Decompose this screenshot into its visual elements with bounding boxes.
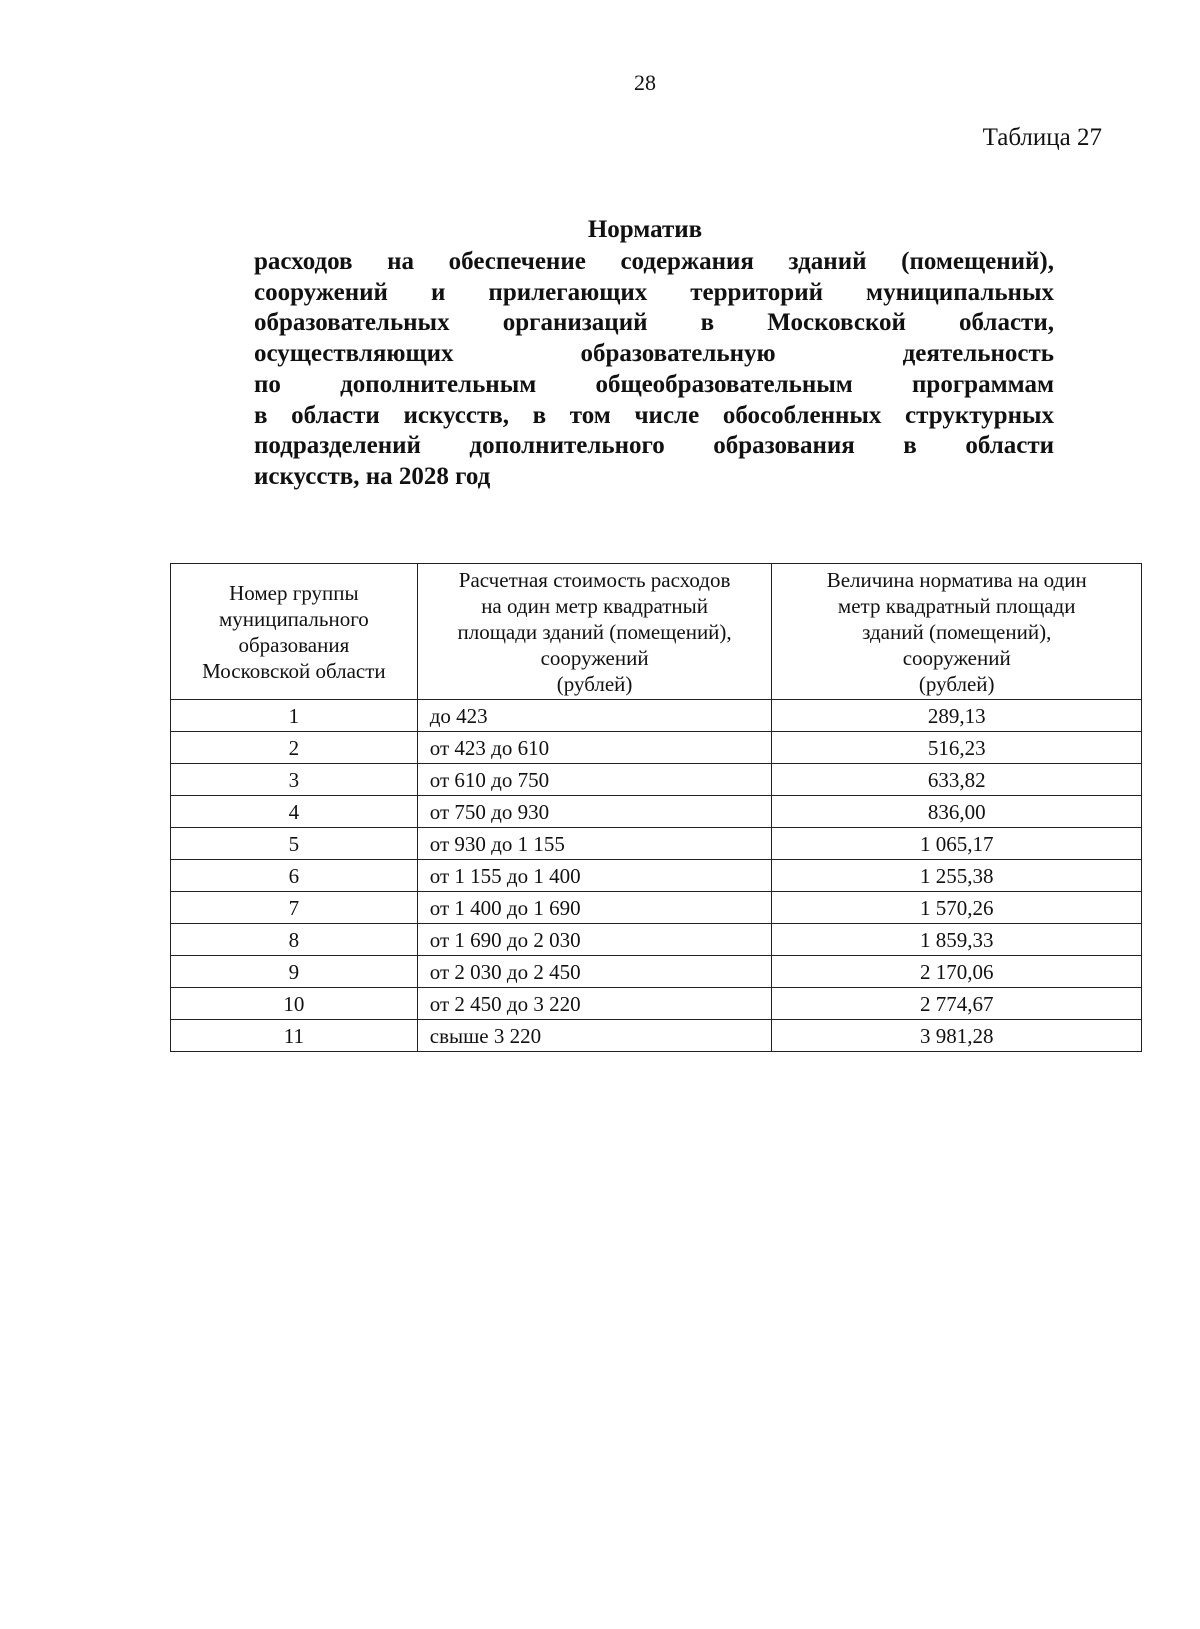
cell-range: от 2 450 до 3 220 xyxy=(417,988,772,1020)
heading-line: образовательных организаций в Московской области, xyxy=(254,309,1054,337)
cell-norm: 2 170,06 xyxy=(772,956,1142,988)
heading-line: в области искусств, в том числе обособленных структурных xyxy=(254,401,1054,429)
cell-norm: 1 859,33 xyxy=(772,924,1142,956)
table-row xyxy=(171,764,1142,796)
cell-group: 5 xyxy=(171,828,418,860)
header-line: (рублей) xyxy=(918,671,995,696)
table-row xyxy=(171,956,1142,988)
header-line: на один метр квадратный xyxy=(481,593,708,618)
header-norm xyxy=(772,564,1142,700)
document-heading-body xyxy=(254,247,1054,493)
heading-line: подразделений дополнительного образования в области xyxy=(254,432,1054,460)
header-line: Расчетная стоимость расходов xyxy=(458,567,731,592)
cell-group: 3 xyxy=(171,764,418,796)
heading-line: искусств, на 2028 год xyxy=(254,462,491,490)
cell-norm: 1 570,26 xyxy=(772,892,1142,924)
table-row xyxy=(171,924,1142,956)
header-line: метр квадратный площади xyxy=(837,593,1076,618)
heading-line: расходов на обеспечение содержания зданий (помещений), xyxy=(254,248,1054,275)
table-row xyxy=(171,988,1142,1020)
cell-group: 11 xyxy=(171,1020,418,1052)
page-number: 28 xyxy=(634,70,656,95)
cell-group: 9 xyxy=(171,956,418,988)
header-cost xyxy=(417,564,772,700)
header-line: площади зданий (помещений), xyxy=(457,619,732,644)
table-row xyxy=(171,828,1142,860)
heading-line: осуществляющих образовательную деятельность xyxy=(254,340,1054,368)
cell-range: от 1 400 до 1 690 xyxy=(417,892,772,924)
cell-norm: 2 774,67 xyxy=(772,988,1142,1020)
table-row xyxy=(171,796,1142,828)
header-group xyxy=(171,564,418,700)
header-line: Московской области xyxy=(202,658,386,683)
table-row xyxy=(171,860,1142,892)
cell-group: 4 xyxy=(171,796,418,828)
header-line: сооружений xyxy=(902,645,1011,670)
cell-group: 8 xyxy=(171,924,418,956)
cell-group: 1 xyxy=(171,700,418,732)
table-row xyxy=(171,892,1142,924)
header-line: Номер группы xyxy=(229,580,359,605)
cell-range: до 423 xyxy=(417,700,772,732)
cell-range: от 930 до 1 155 xyxy=(417,828,772,860)
cell-norm: 633,82 xyxy=(772,764,1142,796)
cell-range: от 750 до 930 xyxy=(417,796,772,828)
cell-group: 6 xyxy=(171,860,418,892)
cell-range: от 423 до 610 xyxy=(417,732,772,764)
header-line: образования xyxy=(238,632,350,657)
cell-range: от 2 030 до 2 450 xyxy=(417,956,772,988)
heading-line: по дополнительным общеобразовательным программам xyxy=(254,370,1054,398)
cell-norm: 836,00 xyxy=(772,796,1142,828)
cell-norm: 3 981,28 xyxy=(772,1020,1142,1052)
cell-group: 10 xyxy=(171,988,418,1020)
cell-range: свыше 3 220 xyxy=(417,1020,772,1052)
cell-range: от 1 690 до 2 030 xyxy=(417,924,772,956)
norm-table xyxy=(170,563,1142,1052)
header-line: сооружений xyxy=(540,645,649,670)
table-label: Таблица 27 xyxy=(982,124,1102,151)
table-row xyxy=(171,732,1142,764)
table-row xyxy=(171,700,1142,732)
cell-norm: 1 065,17 xyxy=(772,828,1142,860)
table-header-row xyxy=(171,564,1142,700)
cell-norm: 289,13 xyxy=(772,700,1142,732)
header-line: (рублей) xyxy=(556,671,633,696)
header-line: зданий (помещений), xyxy=(862,619,1052,644)
cell-range: от 610 до 750 xyxy=(417,764,772,796)
header-line: Величина норматива на один xyxy=(826,567,1087,592)
cell-norm: 516,23 xyxy=(772,732,1142,764)
header-line: муниципального xyxy=(218,606,369,631)
cell-norm: 1 255,38 xyxy=(772,860,1142,892)
heading-line: сооружений и прилегающих территорий муниципальных xyxy=(254,278,1054,306)
cell-group: 2 xyxy=(171,732,418,764)
table-row xyxy=(171,1020,1142,1052)
document-title: Норматив xyxy=(587,216,703,243)
cell-range: от 1 155 до 1 400 xyxy=(417,860,772,892)
cell-group: 7 xyxy=(171,892,418,924)
